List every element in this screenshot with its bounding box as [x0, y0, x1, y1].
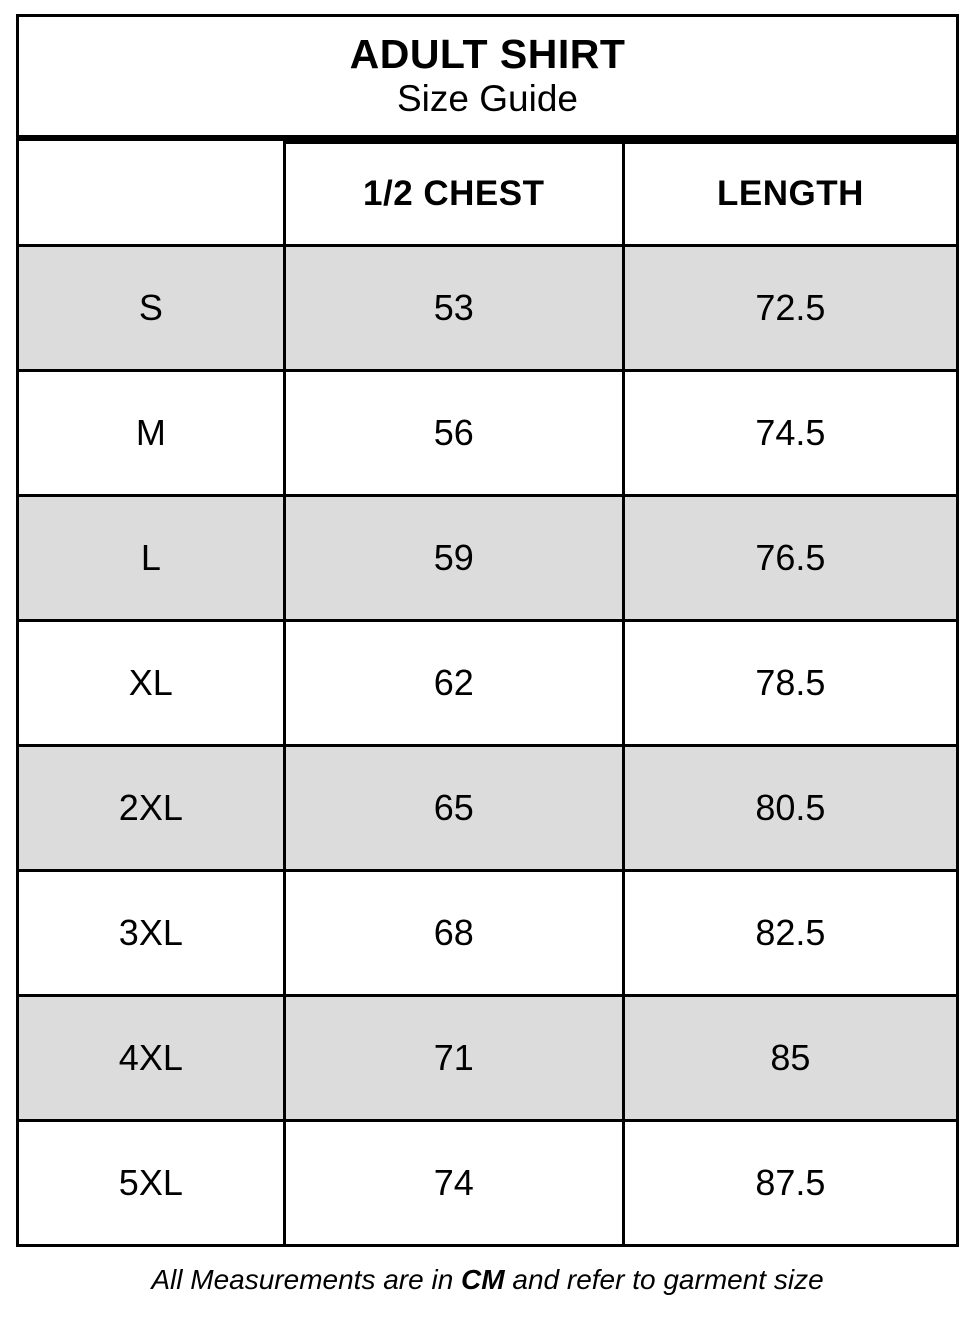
table-row [19, 745, 956, 870]
table-body [19, 245, 956, 1244]
table-row [19, 495, 956, 620]
cell-size: L [19, 495, 284, 620]
cell-length: 72.5 [623, 245, 956, 370]
table-row [19, 1120, 956, 1244]
size-chart [16, 14, 959, 1247]
column-header-size [19, 142, 284, 245]
cell-half-chest: 56 [284, 370, 623, 495]
cell-length: 76.5 [623, 495, 956, 620]
cell-half-chest: 53 [284, 245, 623, 370]
page-subtitle: Size Guide [397, 78, 578, 120]
cell-size: 5XL [19, 1120, 284, 1244]
cell-length: 78.5 [623, 620, 956, 745]
table-row [19, 245, 956, 370]
footnote-prefix: All Measurements are in [151, 1263, 462, 1295]
measurement-footnote [16, 1247, 959, 1297]
table-row [19, 995, 956, 1120]
cell-length: 82.5 [623, 870, 956, 995]
cell-length: 80.5 [623, 745, 956, 870]
cell-half-chest: 71 [284, 995, 623, 1120]
cell-half-chest: 68 [284, 870, 623, 995]
cell-length: 87.5 [623, 1120, 956, 1244]
table-row [19, 370, 956, 495]
cell-half-chest: 65 [284, 745, 623, 870]
footnote-suffix: and refer to garment size [504, 1263, 824, 1295]
cell-length: 85 [623, 995, 956, 1120]
cell-size: M [19, 370, 284, 495]
table-header [19, 142, 956, 245]
footnote-unit: CM [461, 1263, 505, 1295]
table-row [19, 870, 956, 995]
cell-half-chest: 74 [284, 1120, 623, 1244]
cell-size: 3XL [19, 870, 284, 995]
column-header-half-chest: 1/2 CHEST [284, 142, 623, 245]
table-row [19, 620, 956, 745]
cell-size: 4XL [19, 995, 284, 1120]
cell-length: 74.5 [623, 370, 956, 495]
measurements-table [19, 141, 956, 1244]
page-title: ADULT SHIRT [349, 31, 626, 77]
cell-size: XL [19, 620, 284, 745]
chart-header [19, 17, 956, 141]
column-header-length: LENGTH [623, 142, 956, 245]
cell-size: S [19, 245, 284, 370]
cell-size: 2XL [19, 745, 284, 870]
table-header-row [19, 142, 956, 245]
cell-half-chest: 59 [284, 495, 623, 620]
cell-half-chest: 62 [284, 620, 623, 745]
